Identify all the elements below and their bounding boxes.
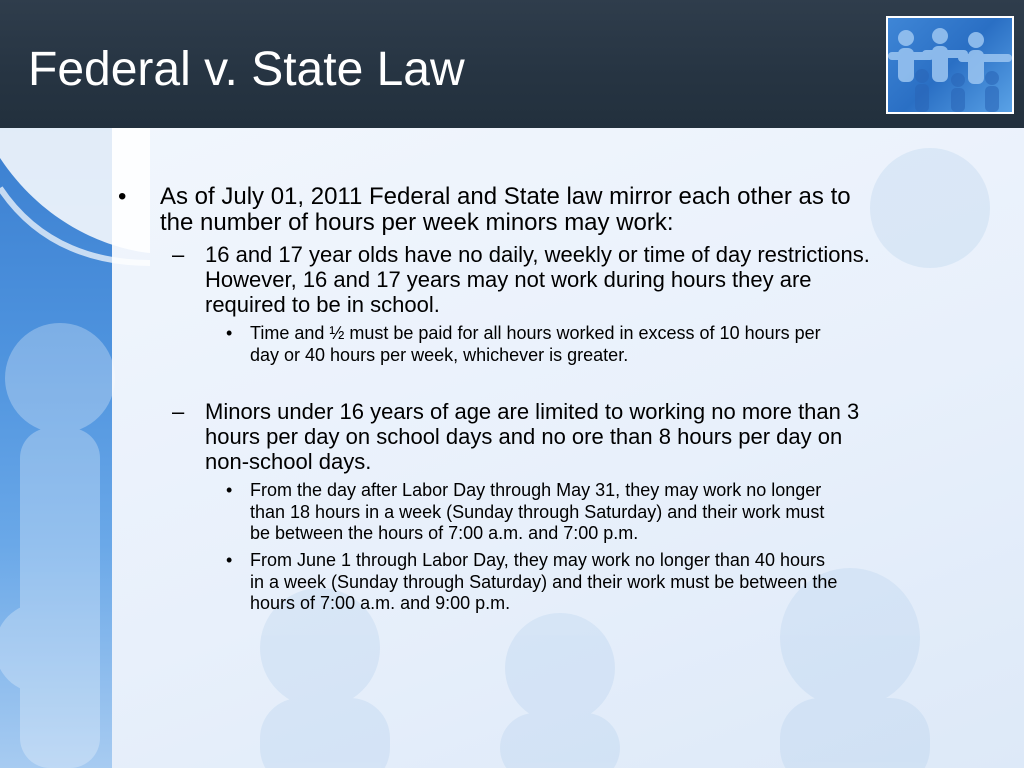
bullet-level3: [226, 480, 1006, 545]
bullet-level3: [226, 323, 1006, 366]
bullet-text: Time and ½ must be paid for all hours worked in excess of 10 hours per day or 40 hours per week, whichever is greater.: [250, 323, 821, 365]
bullet-text: Minors under 16 years of age are limited to working no more than 3 hours per day on school days and no ore than 8 hours per day on non-school days.: [205, 399, 860, 474]
bullet-marker: •: [226, 323, 233, 343]
bullet-level2: [172, 242, 1002, 317]
bullet-marker: •: [226, 550, 233, 570]
bullet-marker: •: [226, 480, 233, 500]
bullet-level2: [172, 399, 1002, 474]
bullet-text: 16 and 17 year olds have no daily, weekly or time of day restrictions. However, 16 and 17 years may not work during hours they are required to be in school.: [205, 242, 870, 317]
bullet-text: From the day after Labor Day through May 31, they may work no longer than 18 hours in a week (Sunday through Saturday) and their work must be between the hours of 7:00 a.m. and 7:00 p.m.: [250, 480, 825, 543]
bullet-level3: [226, 550, 1006, 615]
bullet-text: From June 1 through Labor Day, they may work no longer than 40 hours in a week (Sunday through Saturday) and their work must be between the hours of 7:00 a.m. and 9:00 p.m.: [250, 550, 838, 613]
dash-marker: –: [172, 242, 185, 267]
dash-marker: –: [172, 399, 185, 424]
slide-title: Federal v. State Law: [28, 43, 465, 96]
bullet-marker: •: [118, 183, 127, 210]
bullet-text: As of July 01, 2011 Federal and State law mirror each other as to the number of hours per week minors may work:: [160, 183, 851, 236]
bullet-level1: [118, 184, 998, 236]
